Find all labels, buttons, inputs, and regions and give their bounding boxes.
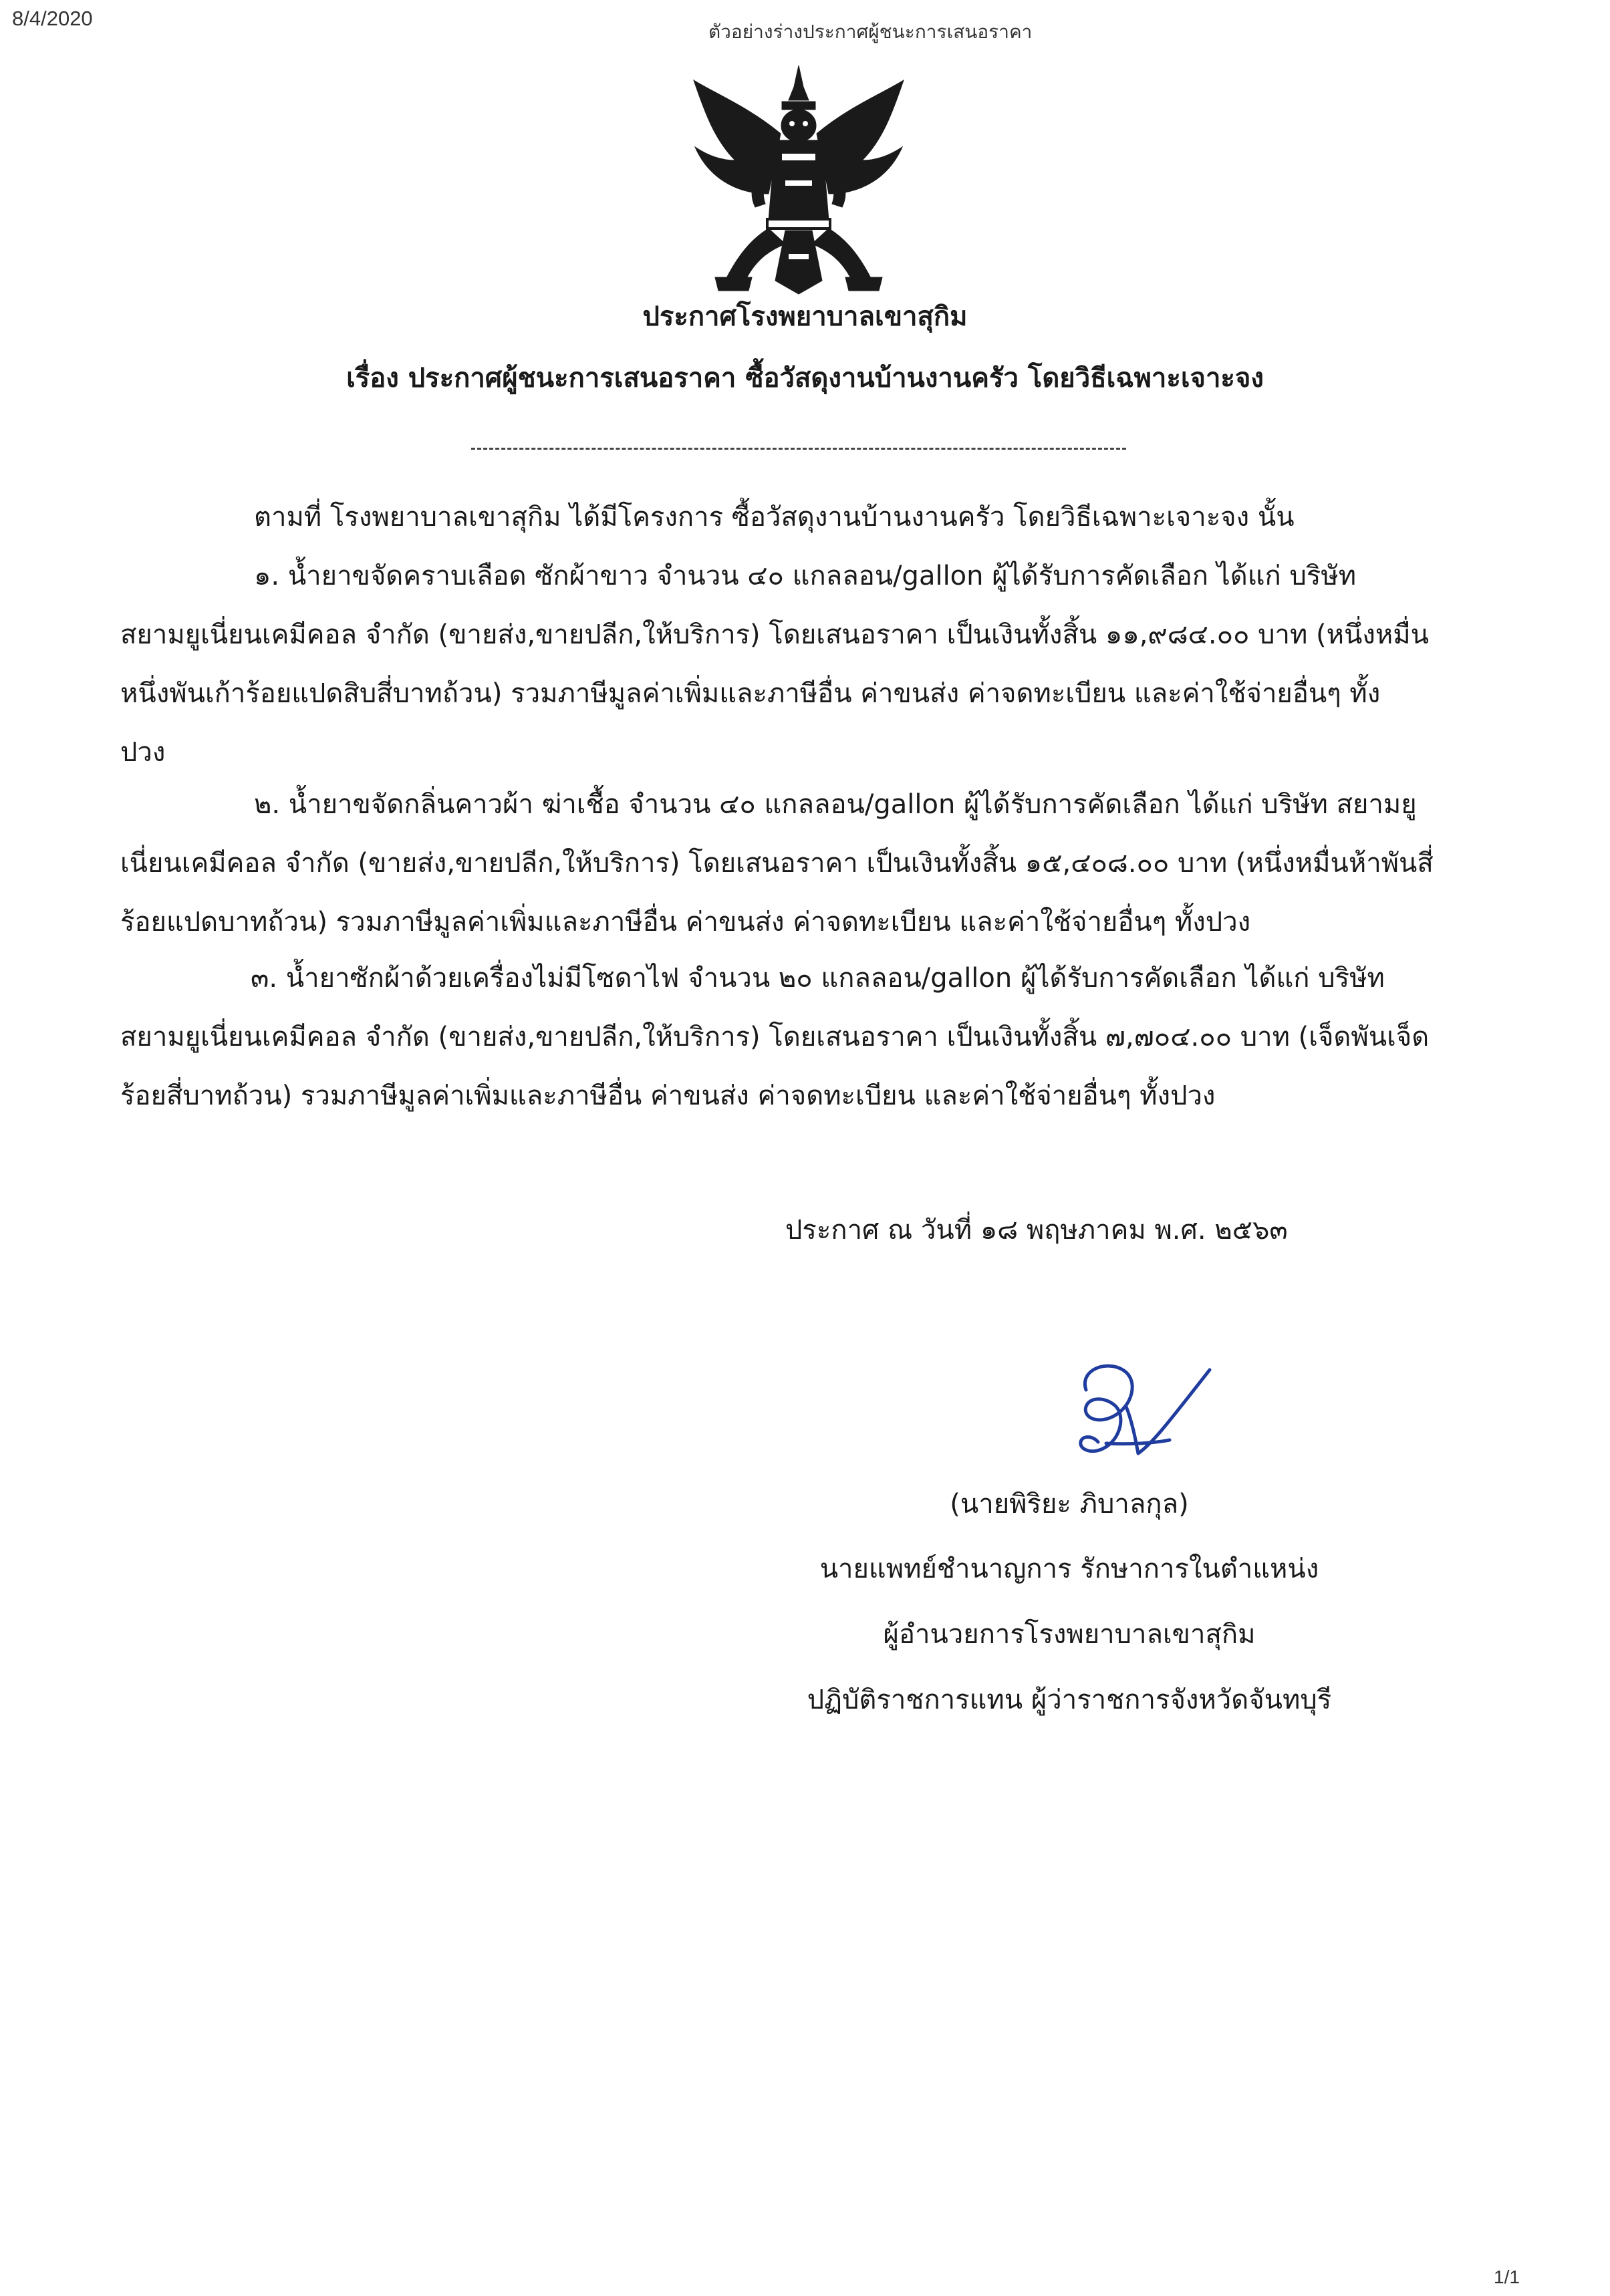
announcement-subject: เรื่อง ประกาศผู้ชนะการเสนอราคา ซื้อวัสดุงานบ้านงานครัว โดยวิธีเฉพาะเจาะจง — [346, 363, 1264, 394]
announcement-date: ประกาศ ณ วันที่ ๑๘ พฤษภาคม พ.ศ. ๒๕๖๓ — [785, 1215, 1288, 1246]
item-1-line-4: ปวง — [120, 737, 166, 768]
paragraph-item-2 — [120, 775, 1470, 952]
announcement-heading: ประกาศโรงพยาบาลเขาสุกิม — [642, 301, 968, 332]
intro-line: ตามที่ โรงพยาบาลเขาสุกิม ได้มีโครงการ ซื้อวัสดุงานบ้านงานครัว โดยวิธีเฉพาะเจาะจง นั้น — [254, 502, 1295, 533]
item-1-line-2: สยามยูเนี่ยนเคมีคอล จำกัด (ขายส่ง,ขายปลีก,ให้บริการ) โดยเสนอราคา เป็นเงินทั้งสิ้น ๑๑,๙๘๔.๐๐ บาท (หนึ่งหมื่น — [120, 619, 1429, 650]
item-2-line-2: เนี่ยนเคมีคอล จำกัด (ขายส่ง,ขายปลีก,ให้บริการ) โดยเสนอราคา เป็นเงินทั้งสิ้น ๑๕,๔๐๘.๐๐ บาท (หนึ่งหมื่นห้าพันสี่ — [120, 848, 1434, 879]
print-date: 8/4/2020 — [12, 7, 93, 30]
item-3-line-2: สยามยูเนี่ยนเคมีคอล จำกัด (ขายส่ง,ขายปลีก,ให้บริการ) โดยเสนอราคา เป็นเงินทั้งสิ้น ๗,๗๐๔.๐๐ บาท (เจ็ดพันเจ็ด — [120, 1022, 1430, 1052]
signatory-position-3: ปฏิบัติราชการแทน ผู้ว่าราชการจังหวัดจันทบุรี — [807, 1685, 1332, 1715]
item-3-line-1: ๓. น้ำยาซักผ้าด้วยเครื่องไม่มีโซดาไฟ จำนวน ๒๐ แกลลอน/gallon ผู้ได้รับการคัดเลือก ได้แก่ บริษัท — [251, 963, 1385, 994]
signatory-position-1: นายแพทย์ชำนาญการ รักษาการในตำแหน่ง — [819, 1554, 1319, 1584]
separator-line — [471, 448, 1126, 450]
signatory-name: (นายพิริยะ ภิบาลกุล) — [950, 1489, 1189, 1520]
handwritten-signature-icon — [1059, 1343, 1220, 1463]
item-2-line-1: ๒. น้ำยาขจัดกลิ่นคาวผ้า ฆ่าเชื้อ จำนวน ๔๐ แกลลอน/gallon ผู้ได้รับการคัดเลือก ได้แก่ บริษัท สยามยู — [254, 789, 1417, 820]
item-1-line-1: ๑. น้ำยาขจัดคราบเลือด ซักผ้าขาว จำนวน ๔๐ แกลลอน/gallon ผู้ได้รับการคัดเลือก ได้แก่ บริษัท — [254, 561, 1357, 591]
item-1-line-3: หนึ่งพันเก้าร้อยแปดสิบสี่บาทถ้วน) รวมภาษีมูลค่าเพิ่มและภาษีอื่น ค่าขนส่ง ค่าจดทะเบียน และค่าใช้จ่ายอื่นๆ ทั้ง — [120, 678, 1381, 709]
page-number: 1/1 — [1494, 2267, 1520, 2287]
paragraph-item-3 — [120, 949, 1470, 1125]
garuda-emblem-icon — [688, 60, 909, 301]
print-header-title: ตัวอย่างร่างประกาศผู้ชนะการเสนอราคา — [708, 21, 1033, 43]
paragraph-intro-and-item-1 — [120, 488, 1470, 782]
item-3-line-3: ร้อยสี่บาทถ้วน) รวมภาษีมูลค่าเพิ่มและภาษีอื่น ค่าขนส่ง ค่าจดทะเบียน และค่าใช้จ่ายอื่นๆ ทั้งปวง — [120, 1081, 1216, 1111]
item-2-line-3: ร้อยแปดบาทถ้วน) รวมภาษีมูลค่าเพิ่มและภาษีอื่น ค่าขนส่ง ค่าจดทะเบียน และค่าใช้จ่ายอื่นๆ ทั้งปวง — [120, 907, 1251, 938]
signatory-position-2: ผู้อำนวยการโรงพยาบาลเขาสุกิม — [883, 1619, 1256, 1650]
